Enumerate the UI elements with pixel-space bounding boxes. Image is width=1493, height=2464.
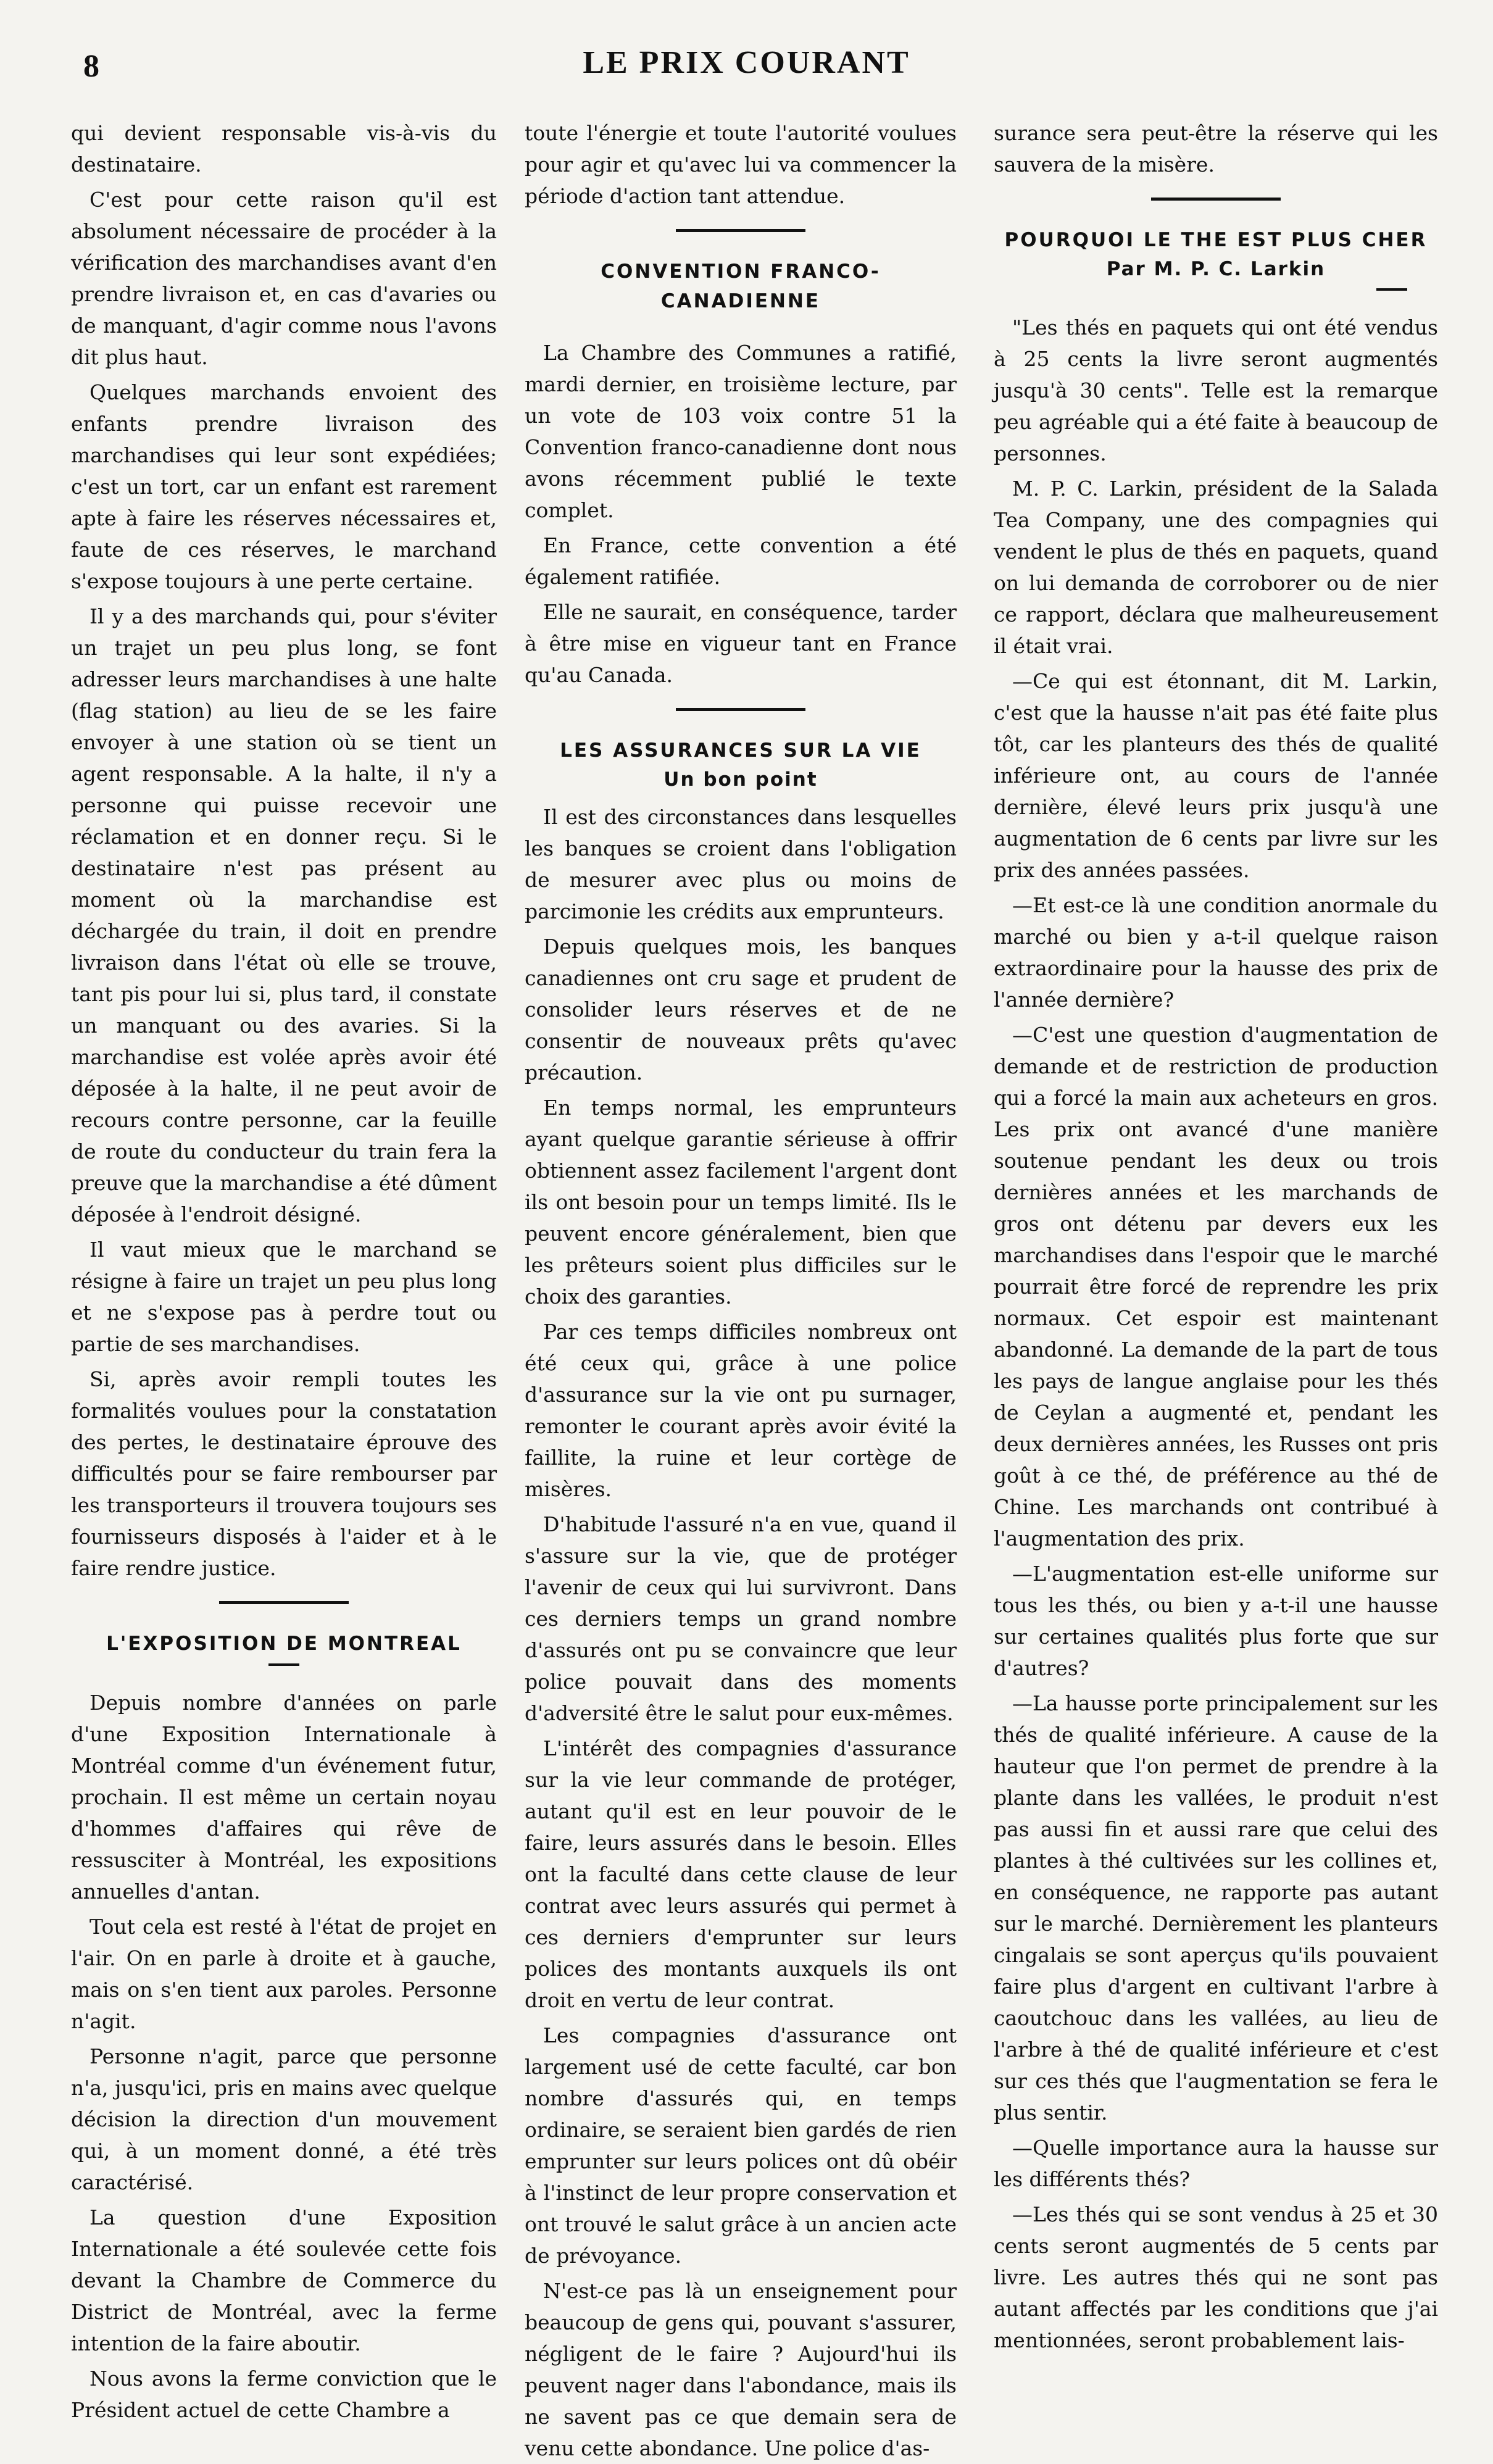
paragraph: Par ces temps difficiles nombreux ont été ceux qui, grâce à une police d'assurance sur la vie ont pu surnager, remonter le courant après avoir évité la faillite, la ruine et leur cortège de misères. xyxy=(525,1320,957,1501)
paragraph: qui devient responsable vis-à-vis du destinataire. xyxy=(71,121,497,177)
paragraph: surance sera peut-être la réserve qui les sauvera de la misère. xyxy=(994,121,1438,177)
paragraph: En temps normal, les emprunteurs ayant quelque garantie sérieuse à offrir obtiennent assez facilement l'argent dont ils ont besoin pour un temps limité. Ils le peuvent encore généralement, bien que les prêteurs soient plus difficiles sur le choix des garanties. xyxy=(525,1096,957,1309)
paragraph: L'intérêt des compagnies d'assurance sur la vie leur commande de protéger, autant qu'il est en leur pouvoir de le faire, leurs assurés dans le besoin. Elles ont la faculté dans cette clause de leur contrat avec leurs assurés qui permet à ces derniers d'emprunter sur leurs polices des montants auxquels ils ont droit en vertu de leur contrat. xyxy=(525,1736,957,2012)
article-subheading: Un bon point xyxy=(663,768,818,791)
paragraph: En France, cette convention a été également ratifiée. xyxy=(525,533,957,589)
paragraph: D'habitude l'assuré n'a en vue, quand il s'assure sur la vie, que de protéger l'avenir de ceux qui lui survivront. Dans ces derniers temps un grand nombre d'assurés ont pu se convaincre que leur police pouvait dans des moments d'adversité être le salut pour eux-mêmes. xyxy=(525,1512,957,1725)
paragraph: Personne n'agit, parce que personne n'a, jusqu'ici, pris en mains avec quelque décision la direction d'un mouvement qui, à un moment donné, a été très caractérisé. xyxy=(71,2044,497,2194)
section-divider xyxy=(219,1601,349,1604)
paragraph: La Chambre des Communes a ratifié, mardi dernier, en troisième lecture, par un vote de 103 voix contre 51 la Convention franco-canadienne dont nous avons récemment publié le texte complet. xyxy=(525,341,957,522)
article-byline: Par M. P. C. Larkin xyxy=(1106,258,1326,280)
column-3 xyxy=(994,117,1438,2352)
paragraph: —Et est-ce là une condition anormale du marché ou bien y a-t-il quelque raison extraordinaire pour la hausse des prix de l'année dernière? xyxy=(994,893,1438,1012)
article-heading: L'EXPOSITION DE MONTREAL xyxy=(106,1633,462,1655)
heading-underline xyxy=(268,1663,299,1666)
paragraph: N'est-ce pas là un enseignement pour beaucoup de gens qui, pouvant s'assurer, négligent de le faire ? Aujourd'hui ils peuvent nager dans l'abondance, mais ils ne savent pas ce que demain sera de venu cette abondance. Une police d'as- xyxy=(525,2279,957,2460)
paragraph: "Les thés en paquets qui ont été vendus à 25 cents la livre seront augmentés jusqu'à 30 cents". Telle est la remarque peu agréable qui a été faite à beaucoup de personnes. xyxy=(994,315,1438,465)
article-heading: CONVENTION FRANCO-CANADIENNE xyxy=(601,260,881,312)
page-number: 8 xyxy=(83,49,99,84)
paragraph: C'est pour cette raison qu'il est absolument nécessaire de procéder à la vérification des marchandises avant d'en prendre livraison et, en cas d'avaries ou de manquant, d'agir comme nous l'avons dit plus haut. xyxy=(71,188,497,369)
heading-underline xyxy=(1376,288,1407,291)
article-heading: POURQUOI LE THE EST PLUS CHER xyxy=(1004,229,1428,251)
paragraph: —C'est une question d'augmentation de demande et de restriction de production qui a forcé la main aux acheteurs en gros. Les prix ont avancé d'une manière soutenue pendant les deux ou trois dernières années et les marchands de gros ont détenu par devers eux les marchandises dans l'espoir que le marché pourrait être forcé de reprendre les prix normaux. Cet espoir est maintenant abandonné. La demande de la part de tous les pays de langue anglaise pour les thés de Ceylan a augmenté et, pendant les deux dernières années, les Russes ont pris goût à ce thé, de préférence au thé de Chine. Les marchands ont contribué à l'augmentation des prix. xyxy=(994,1023,1438,1550)
page-header xyxy=(0,37,1493,93)
column-2 xyxy=(525,117,957,2460)
section-divider xyxy=(676,229,805,232)
paragraph: —Quelle importance aura la hausse sur les différents thés? xyxy=(994,2136,1438,2191)
paragraph: Il est des circonstances dans lesquelles les banques se croient dans l'obligation de mesurer avec plus ou moins de parcimonie les crédits aux emprunteurs. xyxy=(525,805,957,923)
paragraph: Depuis nombre d'années on parle d'une Exposition Internationale à Montréal comme d'un événement futur, prochain. Il est même un certain noyau d'hommes d'affaires qui rêve de ressusciter à Montréal, les expositions annuelles d'antan. xyxy=(71,1691,497,1904)
paragraph: —Les thés qui se sont vendus à 25 et 30 cents seront augmentés de 5 cents par livre. Les autres thés qui ne sont pas autant affectés par les conditions que j'ai mentionnées, seront probablement lais- xyxy=(994,2202,1438,2352)
paragraph: —Ce qui est étonnant, dit M. Larkin, c'est que la hausse n'ait pas été faite plus tôt, car les planteurs des thés de qualité inférieure ont, au cours de l'année dernière, élevé leurs prix jusqu'à une augmentation de 6 cents par livre sur les prix des années passées. xyxy=(994,669,1438,882)
paragraph: Quelques marchands envoient des enfants prendre livraison des marchandises qui leur sont expédiées; c'est un tort, car un enfant est rarement apte à faire les réserves nécessaires et, faute de ces réserves, le marchand s'expose toujours à une perte certaine. xyxy=(71,380,497,593)
paragraph: Depuis quelques mois, les banques canadiennes ont cru sage et prudent de consolider leurs réserves et de ne consentir de nouveaux prêts qu'avec précaution. xyxy=(525,934,957,1084)
paragraph: M. P. C. Larkin, président de la Salada Tea Company, une des compagnies qui vendent le plus de thés en paquets, quand on lui demanda de corroborer ou de nier ce rapport, déclara que malheureusement il était vrai. xyxy=(994,477,1438,658)
paragraph: Si, après avoir rempli toutes les formalités voulues pour la constatation des pertes, le destinataire éprouve des difficultés pour se faire rembourser par les transporteurs il trouvera toujours ses fournisseurs disposés à l'aider et à le faire rendre justice. xyxy=(71,1367,497,1580)
paragraph: Il vaut mieux que le marchand se résigne à faire un trajet un peu plus long et ne s'expose pas à perdre tout ou partie de ses marchandises. xyxy=(71,1238,497,1356)
section-divider xyxy=(1151,198,1281,201)
paragraph: Nous avons la ferme conviction que le Président actuel de cette Chambre a xyxy=(71,2366,497,2422)
running-title: LE PRIX COURANT xyxy=(583,45,910,80)
column-1 xyxy=(71,117,497,2422)
paragraph: Les compagnies d'assurance ont largement usé de cette faculté, car bon nombre d'assurés qui, en temps ordinaire, se seraient bien gardés de rien emprunter sur leurs polices ont dû obéir à l'instinct de leur propre conservation et ont trouvé le salut grâce à un ancien acte de prévoyance. xyxy=(525,2023,957,2268)
section-divider xyxy=(676,708,805,711)
paragraph: Elle ne saurait, en conséquence, tarder à être mise en vigueur tant en France qu'au Canada. xyxy=(525,600,957,687)
paragraph: La question d'une Exposition Internationale a été soulevée cette fois devant la Chambre de Commerce du District de Montréal, avec la ferme intention de la faire aboutir. xyxy=(71,2205,497,2355)
paragraph: —La hausse porte principalement sur les thés de qualité inférieure. A cause de la hauteur que l'on permet de prendre à la plante dans les vallées, le produit n'est pas aussi fin et aussi rare que celui des plantes à thé cultivées sur les collines et, en conséquence, ne rapporte pas autant sur le marché. Dernièrement les planteurs cingalais se sont aperçus qu'ils pouvaient faire plus d'argent en cultivant l'arbre à caoutchouc dans les vallées, au lieu de l'arbre à thé de qualité inférieure et c'est sur ces thés que l'augmentation se fera le plus sentir. xyxy=(994,1691,1438,2125)
paragraph: —L'augmentation est-elle uniforme sur tous les thés, ou bien y a-t-il une hausse sur certaines qualités plus forte que sur d'autres? xyxy=(994,1562,1438,1680)
paragraph: Tout cela est resté à l'état de projet en l'air. On en parle à droite et à gauche, mais on s'en tient aux paroles. Personne n'agit. xyxy=(71,1915,497,2033)
article-heading: LES ASSURANCES SUR LA VIE xyxy=(560,739,921,762)
paragraph: Il y a des marchands qui, pour s'éviter un trajet un peu plus long, se font adresser leurs marchandises à une halte (flag station) au lieu de se les faire envoyer à une station où se tient un agent responsable. A la halte, il n'y a personne qui puisse recevoir une réclamation et en donner reçu. Si le destinataire n'est pas présent au moment où la marchandise est déchargée du train, il doit en prendre livraison dans l'état où elle se trouve, tant pis pour lui si, plus tard, il constate un manquant ou des avaries. Si la marchandise est volée après avoir été déposée à la halte, il ne peut avoir de recours contre personne, car la feuille de route du conducteur du train fera la preuve que la marchandise a été dûment déposée à l'endroit désigné. xyxy=(71,604,497,1226)
paragraph: toute l'énergie et toute l'autorité voulues pour agir et qu'avec lui va commencer la période d'action tant attendue. xyxy=(525,121,957,208)
